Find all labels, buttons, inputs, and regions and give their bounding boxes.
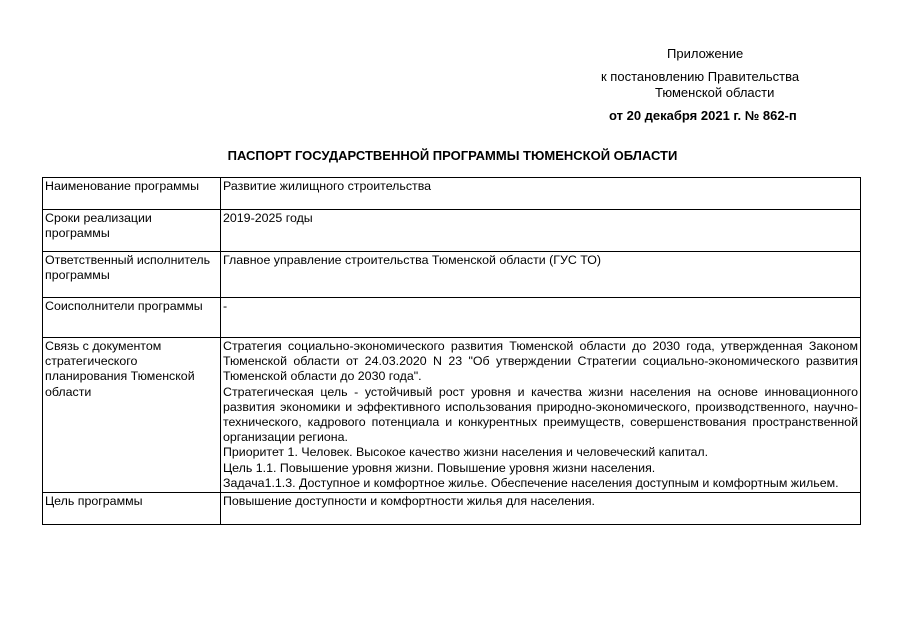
value-paragraph: - xyxy=(223,299,228,313)
value-paragraph: Стратегия социально-экономического развития Тюменской области до 2030 года, утвержденная Законом Тюменской области от 24.03.2020 N 23 "Об утверждении Стратегии социально-экономического развития Тюменской области до 2030 года". xyxy=(223,339,858,384)
row-value xyxy=(221,338,861,493)
row-label: Цель программы xyxy=(43,493,221,525)
table-row xyxy=(43,298,861,338)
value-paragraph: Приоритет 1. Человек. Высокое качество жизни населения и человеческий капитал. xyxy=(223,445,709,460)
passport-table xyxy=(42,177,861,525)
row-label: Сроки реализации программы xyxy=(43,210,221,252)
value-paragraph: Развитие жилищного строительства xyxy=(223,179,432,193)
row-label: Связь с документом стратегического планирования Тюменской области xyxy=(43,338,221,493)
row-value xyxy=(221,252,861,298)
row-value xyxy=(221,178,861,210)
row-label: Наименование программы xyxy=(43,178,221,210)
value-paragraph: Главное управление строительства Тюменской области (ГУС ТО) xyxy=(223,253,602,267)
table-row xyxy=(43,178,861,210)
table-row xyxy=(43,210,861,252)
header-resolution-line1: к постановлению Правительства xyxy=(601,69,800,84)
row-label: Соисполнители программы xyxy=(43,298,221,338)
table-row xyxy=(43,338,861,493)
table-row xyxy=(43,252,861,298)
value-paragraph: Задача1.1.3. Доступное и комфортное жилье. Обеспечение населения доступным и комфортным жильем. xyxy=(223,475,839,490)
document-title: ПАСПОРТ ГОСУДАРСТВЕННОЙ ПРОГРАММЫ ТЮМЕНСКОЙ ОБЛАСТИ xyxy=(227,148,678,163)
value-paragraph: Стратегическая цель - устойчивый рост уровня и качества жизни населения на основе инновационного развития экономики и эффективного использования природно-экономического, производственного, научно-технического, кадрового потенциала и конкурентных преимуществ, совершенствования пространственной организации региона. xyxy=(223,384,858,445)
value-paragraph: Цель 1.1. Повышение уровня жизни. Повышение уровня жизни населения. xyxy=(223,460,656,475)
value-paragraph: 2019-2025 годы xyxy=(223,211,313,225)
header-appendix: Приложение xyxy=(667,46,744,61)
header-resolution-line2: Тюменской области xyxy=(655,85,775,100)
row-value xyxy=(221,493,861,525)
table-row xyxy=(43,493,861,525)
row-value xyxy=(221,298,861,338)
header-resolution-date: от 20 декабря 2021 г. № 862-п xyxy=(609,108,797,123)
row-value xyxy=(221,210,861,252)
value-paragraph: Повышение доступности и комфортности жилья для населения. xyxy=(223,494,596,509)
row-label: Ответственный исполнитель программы xyxy=(43,252,221,298)
